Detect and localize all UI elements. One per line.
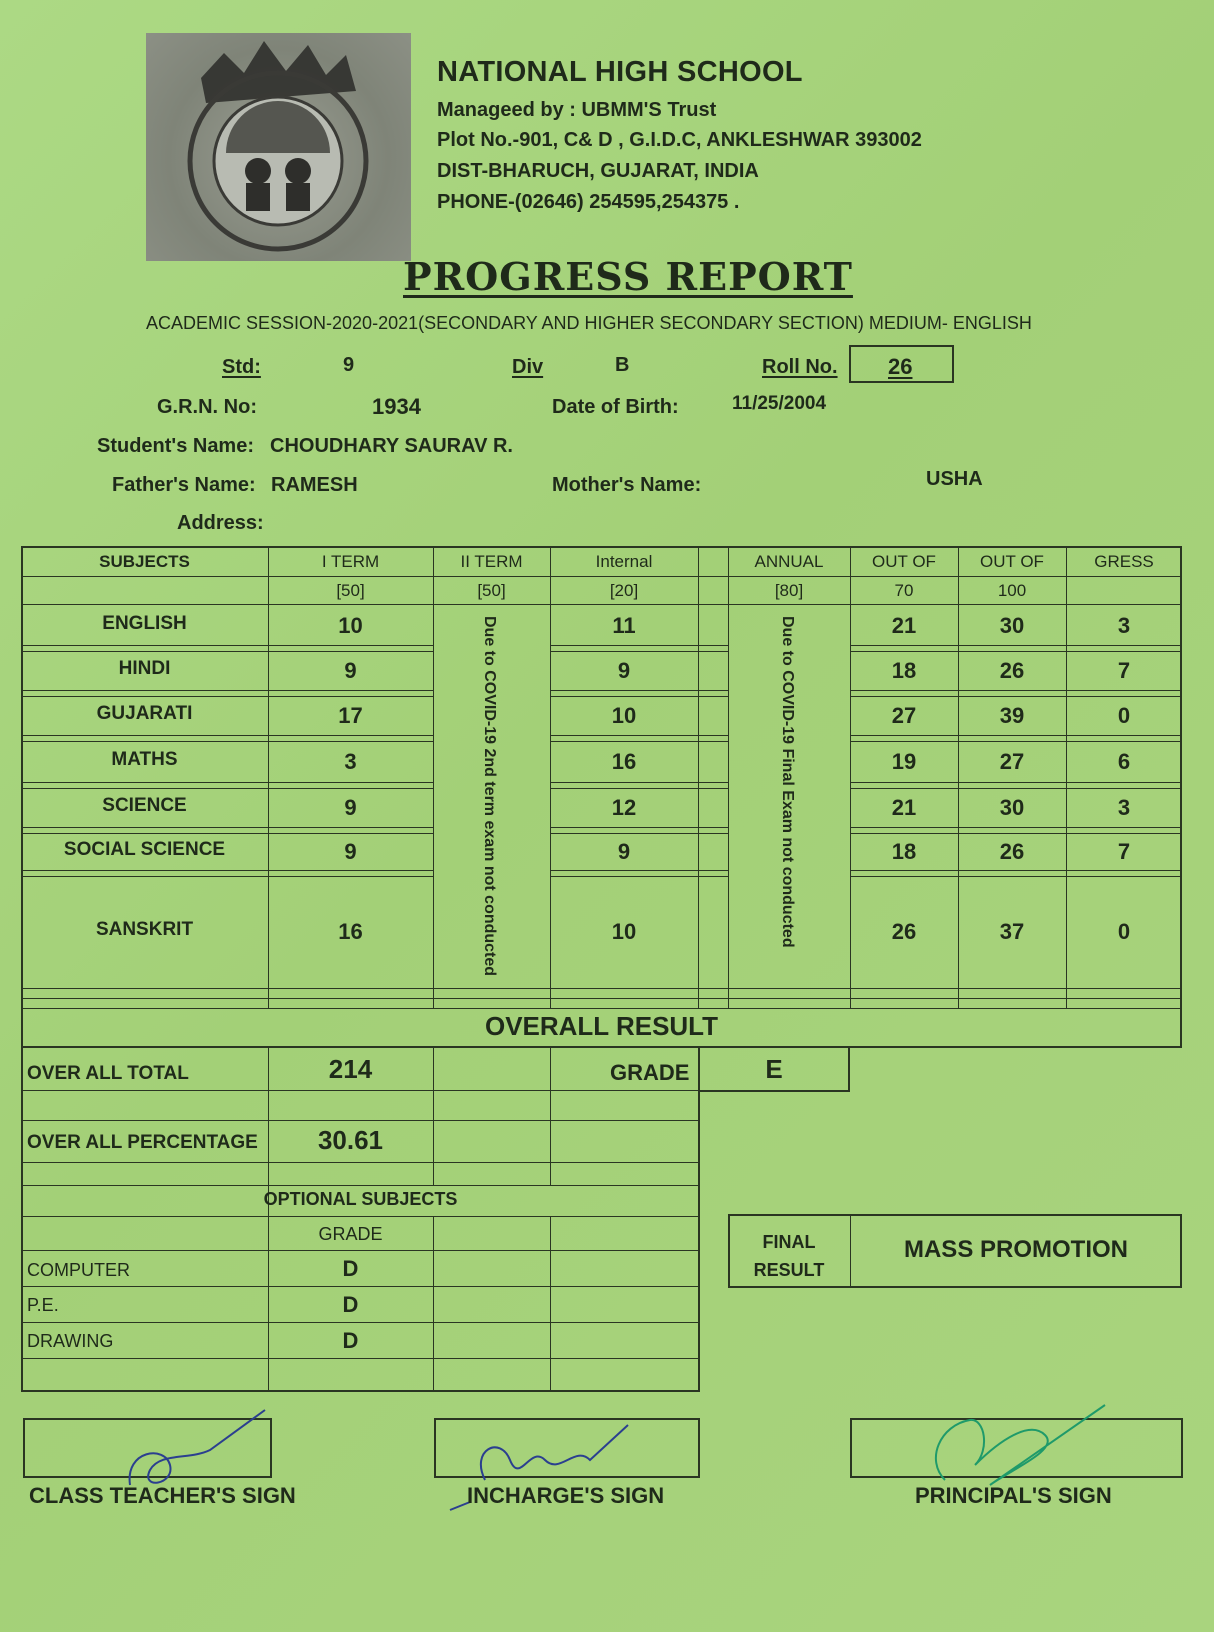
sub-header-term2: [50] [477, 581, 506, 600]
row-divider [21, 690, 433, 691]
row-divider [21, 788, 433, 789]
grn-value: 1934 [372, 394, 421, 419]
marks-out100: 30 [999, 794, 1025, 820]
marks-internal: 9 [617, 838, 631, 864]
row-divider [550, 690, 728, 691]
marks-term1: 3 [344, 748, 357, 774]
marks-out100: 30 [999, 612, 1025, 638]
marks-subject: GUJARATI [96, 702, 193, 724]
annual-covid-note: Due to COVID-19 Final Exam not conducted [779, 616, 796, 948]
header-out-of-70: OUT OF [872, 552, 936, 571]
row-divider [850, 741, 1182, 742]
row-divider [550, 651, 728, 652]
row-divider [850, 645, 1182, 646]
div-value: B [615, 354, 630, 376]
std-value: 9 [343, 354, 355, 376]
student-name-value: CHOUDHARY SAURAV R. [270, 435, 513, 457]
academic-session: ACADEMIC SESSION-2020-2021(SECONDARY AND HIGHER SECONDARY SECTION) MEDIUM- ENGLISH [146, 313, 1032, 333]
optional-grade-drawing: D [342, 1328, 359, 1353]
school-logo [146, 33, 411, 261]
overall-percentage-value: 30.61 [317, 1125, 384, 1155]
optional-subjects-title: OPTIONAL SUBJECTS [263, 1189, 458, 1209]
marks-subject: MATHS [111, 748, 178, 770]
optional-grade-pe: D [342, 1292, 359, 1317]
marks-out100: 39 [999, 702, 1025, 728]
marks-out70: 21 [891, 794, 917, 820]
row-divider [550, 741, 728, 742]
row-divider [21, 651, 433, 652]
marks-term1: 10 [338, 612, 363, 638]
marks-out70: 27 [891, 702, 917, 728]
div-label: Div [512, 356, 544, 378]
marks-out70: 18 [891, 657, 917, 683]
row-divider [550, 788, 728, 789]
managed-by: Manageed by : UBMM'S Trust [437, 99, 717, 121]
marks-term1: 9 [344, 838, 357, 864]
row-divider [850, 735, 1182, 736]
row-divider [21, 782, 433, 783]
row-divider [850, 833, 1182, 834]
marks-subject: HINDI [118, 657, 171, 679]
address-line-2: DIST-BHARUCH, GUJARAT, INDIA [437, 160, 759, 182]
optional-subject-pe: P.E. [27, 1295, 59, 1315]
marks-term1: 16 [338, 919, 363, 944]
std-label: Std: [222, 356, 261, 378]
address-label: Address: [177, 512, 264, 534]
grade-value: E [765, 1054, 783, 1084]
row-divider [21, 870, 433, 871]
marks-out100: 26 [999, 838, 1025, 864]
row-divider [850, 696, 1182, 697]
marks-internal: 11 [612, 612, 636, 638]
optional-subject-drawing: DRAWING [27, 1331, 114, 1351]
dob-label: Date of Birth: [552, 396, 679, 418]
row-divider [850, 788, 1182, 789]
row-divider [21, 741, 433, 742]
marks-subject: ENGLISH [102, 612, 187, 634]
class-teacher-sign-label: CLASS TEACHER'S SIGN [29, 1483, 296, 1508]
principal-sign-label: PRINCIPAL'S SIGN [915, 1483, 1112, 1508]
row-divider [550, 876, 728, 877]
overall-percentage-label: OVER ALL PERCENTAGE [27, 1132, 258, 1153]
address-line-1: Plot No.-901, C& D , G.I.D.C, ANKLESHWAR 393002 [437, 129, 922, 151]
marks-subject: SANSKRIT [95, 919, 194, 940]
mother-name-value: USHA [926, 468, 983, 490]
row-divider [21, 827, 433, 828]
mother-name-label: Mother's Name: [552, 474, 702, 496]
student-name-label: Student's Name: [97, 435, 255, 457]
optional-grade-header: GRADE [318, 1224, 383, 1244]
father-name-value: RAMESH [271, 474, 358, 496]
row-divider [850, 782, 1182, 783]
overall-result-title: OVERALL RESULT [484, 1011, 719, 1041]
row-divider [850, 690, 1182, 691]
overall-total-label: OVER ALL TOTAL [27, 1063, 189, 1084]
row-divider [21, 696, 433, 697]
marks-out70: 19 [891, 748, 917, 774]
row-divider [550, 696, 728, 697]
marks-internal: 9 [617, 657, 631, 683]
marks-gress: 3 [1117, 794, 1131, 820]
marks-out70: 21 [891, 612, 917, 638]
row-divider [21, 833, 433, 834]
header-gress: GRESS [1094, 552, 1154, 571]
optional-subject-computer: COMPUTER [27, 1260, 130, 1280]
row-divider [21, 645, 433, 646]
sub-header-out-of-70: 70 [894, 581, 914, 600]
header-term1: I TERM [321, 552, 380, 571]
header-term2: II TERM [460, 552, 523, 571]
marks-term1: 9 [344, 657, 357, 683]
final-result-label-2: RESULT [753, 1260, 825, 1280]
marks-gress: 7 [1117, 838, 1131, 864]
dob-value: 11/25/2004 [732, 393, 827, 414]
row-divider [550, 782, 728, 783]
marks-term1: 17 [338, 702, 363, 728]
header-subjects: SUBJECTS [99, 552, 190, 571]
marks-internal: 16 [611, 748, 637, 774]
row-divider [21, 876, 433, 877]
row-divider [850, 876, 1182, 877]
marks-gress: 0 [1117, 702, 1131, 728]
incharge-sign-label: INCHARGE'S SIGN [467, 1483, 665, 1508]
marks-internal: 12 [611, 794, 637, 820]
report-title: PROGRESS REPORT [403, 254, 853, 299]
row-divider [550, 735, 728, 736]
grn-label: G.R.N. No: [157, 396, 257, 418]
term2-covid-note: Due to COVID-19 2nd term exam not conducted [481, 616, 498, 977]
marks-out70: 26 [891, 919, 917, 944]
marks-out100: 27 [999, 748, 1025, 774]
row-divider [850, 870, 1182, 871]
marks-subject: SOCIAL SCIENCE [63, 838, 226, 860]
marks-subject: SCIENCE [102, 794, 187, 816]
row-divider [550, 645, 728, 646]
sub-header-out-of-100: 100 [997, 581, 1027, 600]
optional-grade-computer: D [342, 1256, 359, 1281]
header-out-of-100: OUT OF [980, 552, 1044, 571]
marks-out70: 18 [891, 838, 917, 864]
final-result-value: MASS PROMOTION [903, 1236, 1128, 1263]
marks-gress: 3 [1117, 612, 1131, 638]
header-annual: ANNUAL [754, 552, 824, 571]
sub-header-internal: [20] [609, 581, 639, 600]
marks-out100: 37 [999, 919, 1025, 944]
marks-gress: 7 [1117, 657, 1131, 683]
phone: PHONE-(02646) 254595,254375 . [437, 191, 740, 213]
row-divider [550, 833, 728, 834]
row-divider [550, 827, 728, 828]
row-divider [21, 735, 433, 736]
overall-total-value: 214 [328, 1054, 373, 1084]
grade-label: GRADE [610, 1060, 690, 1085]
marks-gress: 0 [1117, 919, 1131, 944]
row-divider [850, 827, 1182, 828]
school-name: NATIONAL HIGH SCHOOL [437, 56, 803, 88]
header-internal: Internal [595, 552, 653, 571]
sub-header-term1: [50] [336, 581, 365, 600]
father-name-label: Father's Name: [112, 474, 256, 496]
final-result-label-1: FINAL [762, 1232, 816, 1252]
marks-gress: 6 [1117, 748, 1131, 774]
row-divider [850, 651, 1182, 652]
marks-out100: 26 [999, 657, 1025, 683]
roll-label: Roll No. [762, 356, 838, 378]
sub-header-annual: [80] [774, 581, 804, 600]
marks-internal: 10 [611, 919, 637, 944]
marks-term1: 9 [344, 794, 357, 820]
row-divider [550, 870, 728, 871]
marks-internal: 10 [611, 702, 637, 728]
roll-value: 26 [888, 354, 913, 379]
